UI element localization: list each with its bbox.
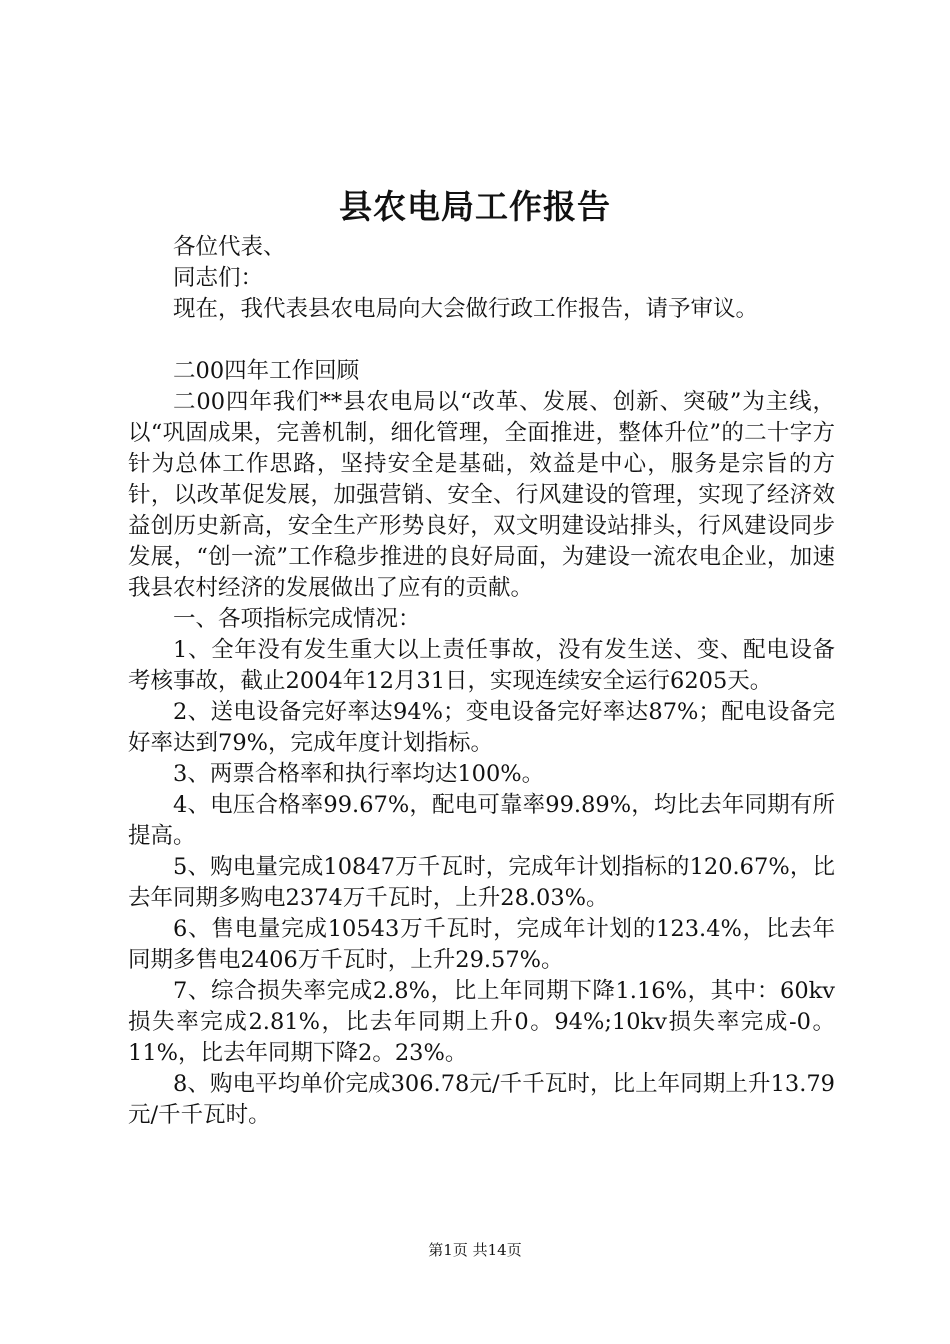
- document-body: [128, 232, 835, 1131]
- review-paragraph: 二00四年我们**县农电局以“改革、发展、创新、突破”为主线，以“巩固成果，完善机制，细化管理，全面推进，整体升位”的二十字方针为总体工作思路，坚持安全是基础，效益是中心，服务是宗旨的方针，以改革促发展，加强营销、安全、行风建设的管理，实现了经济效益创历史新高，安全生产形势良好，双文明建设站排头，行风建设同步发展，“创一流”工作稳步推进的良好局面，为建设一流农电企业，加速我县农村经济的发展做出了应有的贡献。: [128, 389, 835, 601]
- section-heading-indicators: 一、各项指标完成情况：: [173, 606, 421, 632]
- indicator-item-3: 3、两票合格率和执行率均达100%。: [173, 761, 545, 787]
- indicator-item-4: 4、电压合格率99.67%，配电可靠率99.89%，均比去年同期有所提高。: [128, 792, 835, 849]
- indicator-item-8: 8、购电平均单价完成306.78元/千千瓦时，比上年同期上升13.79元/千千瓦时。: [128, 1071, 835, 1128]
- indicator-item-5: 5、购电量完成10847万千瓦时，完成年计划指标的120.67%，比去年同期多购电2374万千瓦时，上升28.03%。: [128, 854, 835, 911]
- salutation-line-2: 同志们：: [173, 265, 264, 291]
- indicator-item-2: 2、送电设备完好率达94%；变电设备完好率达87%；配电设备完好率达到79%，完成年度计划指标。: [128, 699, 835, 756]
- indicator-item-6: 6、售电量完成10543万千瓦时，完成年计划的123.4%，比去年同期多售电2406万千瓦时，上升29.57%。: [128, 916, 835, 973]
- indicator-item-7: 7、综合损失率完成2.8%，比上年同期下降1.16%，其中：60kv损失率完成2.81%，比去年同期上升0。94%;10kv损失率完成-0。11%，比去年同期下降2。23%。: [128, 978, 835, 1066]
- salutation-line-1: 各位代表、: [173, 234, 286, 260]
- section-heading-review: 二00四年工作回顾: [173, 358, 360, 384]
- document-title: 县农电局工作报告: [339, 187, 611, 226]
- indicator-item-1: 1、全年没有发生重大以上责任事故，没有发生送、变、配电设备考核事故，截止2004年12月31日，实现连续安全运行6205天。: [128, 637, 835, 694]
- page-number-footer: 第1页 共14页: [428, 1241, 522, 1259]
- opening-paragraph: 现在，我代表县农电局向大会做行政工作报告，请予审议。: [173, 296, 759, 322]
